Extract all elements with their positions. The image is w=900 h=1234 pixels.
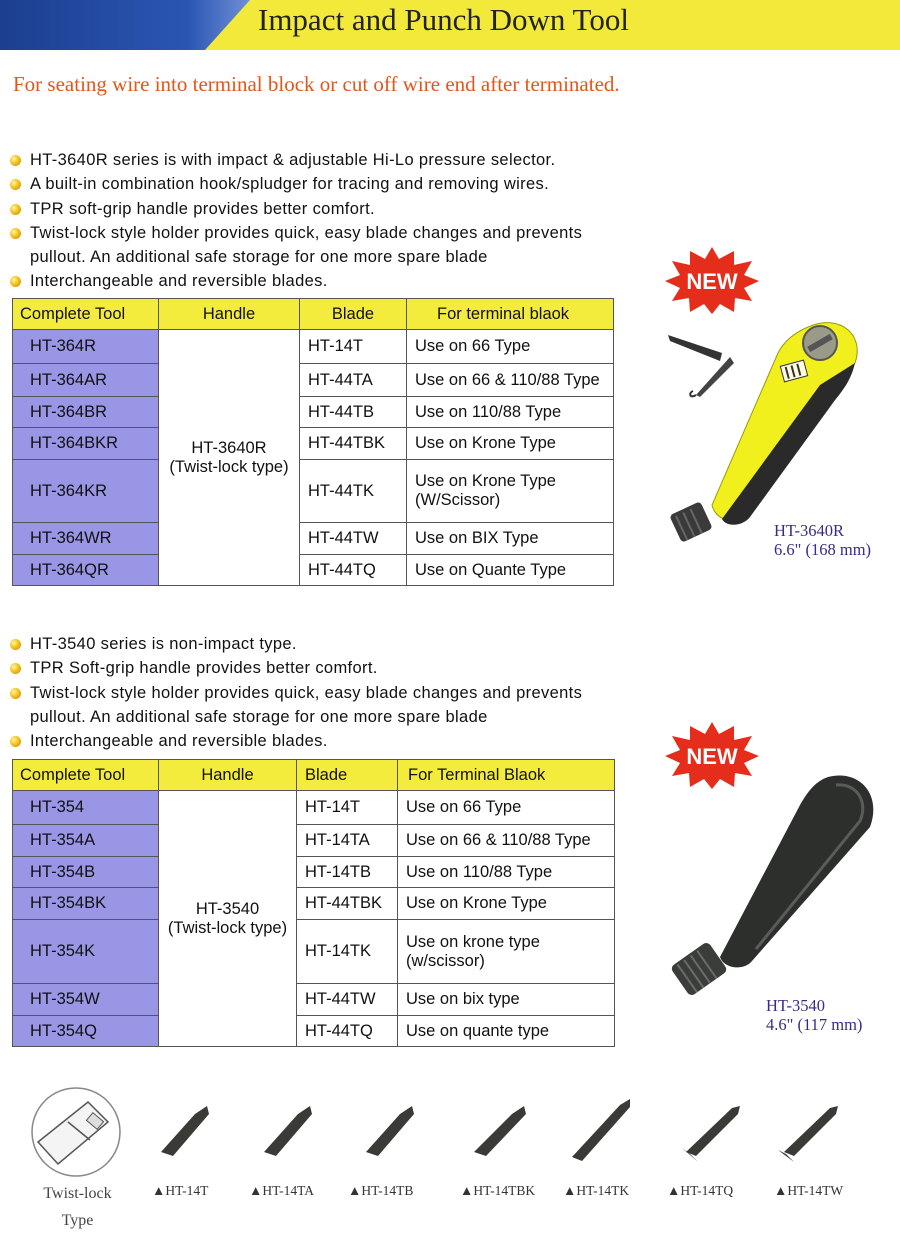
feature-item: HT-3540 series is non-impact type.	[8, 632, 582, 656]
blade-label: ▲HT-14TW	[774, 1183, 844, 1198]
blade-label: ▲HT-14TK	[563, 1183, 630, 1198]
column-header-complete-tool: Complete Tool	[13, 760, 159, 791]
tool-cell: HT-354Q	[13, 1016, 159, 1047]
table-row	[13, 920, 615, 984]
use-cell: Use on krone type (w/scissor)	[398, 920, 615, 984]
blade-cell: HT-44TB	[300, 397, 407, 428]
tool-cell: HT-364AR	[13, 364, 159, 397]
blade-cell: HT-44TQ	[300, 555, 407, 586]
blade-label: ▲HT-14TB	[348, 1183, 414, 1198]
product-name: HT-3640R	[774, 521, 844, 540]
bullet-icon	[10, 179, 21, 190]
tool-cell: HT-354BK	[13, 888, 159, 920]
twist-lock-diagram	[28, 1082, 128, 1182]
bullet-icon	[10, 663, 21, 674]
use-cell: Use on BIX Type	[407, 523, 614, 555]
bullet-icon	[10, 228, 21, 239]
twist-lock-label: Twist-lock Type	[43, 1185, 112, 1229]
feature-item: Twist-lock style holder provides quick, easy blade changes and prevents	[8, 681, 582, 705]
table-row	[13, 428, 614, 460]
use-cell: Use on 66 & 110/88 Type	[398, 825, 615, 857]
blade-cell: HT-44TW	[297, 984, 398, 1016]
tool-cell: HT-364QR	[13, 555, 159, 586]
table-row	[13, 1016, 615, 1047]
table-row	[13, 460, 614, 523]
badge-text: NEW	[686, 744, 738, 769]
column-header-complete-tool: Complete Tool	[13, 299, 159, 330]
ht-3640r-caption	[774, 521, 871, 559]
page-title: Impact and Punch Down Tool	[258, 2, 629, 37]
header-accent	[0, 0, 250, 50]
feature-item-continued: pullout. An additional safe storage for one more spare blade	[30, 707, 488, 726]
handle-cell	[159, 330, 300, 586]
tool-cell: HT-364R	[13, 330, 159, 364]
bullet-icon	[10, 276, 21, 287]
column-header-handle: Handle	[159, 760, 297, 791]
use-cell: Use on Quante Type	[407, 555, 614, 586]
table-row	[13, 984, 615, 1016]
feature-item: TPR Soft-grip handle provides better comfort.	[8, 656, 582, 680]
blade-cell: HT-44TW	[300, 523, 407, 555]
blade-ht-14tbk-image	[468, 1100, 532, 1160]
column-header-blade: Blade	[300, 299, 407, 330]
section2-spec-table	[12, 759, 615, 1047]
blade-label: ▲HT-14T	[152, 1183, 209, 1198]
ht-3540-tool-image	[660, 765, 880, 1005]
tool-cell: HT-354K	[13, 920, 159, 984]
tool-cell: HT-364WR	[13, 523, 159, 555]
feature-item-continued: pullout. An additional safe storage for one more spare blade	[30, 248, 488, 267]
feature-item: TPR soft-grip handle provides better comfort.	[8, 197, 582, 221]
tool-cell: HT-364BKR	[13, 428, 159, 460]
section2-feature-list	[8, 632, 582, 753]
blade-cell: HT-44TBK	[297, 888, 398, 920]
tool-cell: HT-354A	[13, 825, 159, 857]
handle-type: (Twist-lock type)	[169, 457, 289, 476]
table-row	[13, 330, 614, 364]
handle-model: HT-3540	[195, 899, 260, 918]
tool-cell: HT-364BR	[13, 397, 159, 428]
tool-cell: HT-354W	[13, 984, 159, 1016]
use-cell: Use on Krone Type	[398, 888, 615, 920]
use-cell: Use on quante type	[398, 1016, 615, 1047]
blade-cell: HT-14TK	[297, 920, 398, 984]
use-cell: Use on 110/88 Type	[407, 397, 614, 428]
table-row	[13, 888, 615, 920]
use-cell: Use on 66 Type	[398, 791, 615, 825]
ht-3540-caption	[766, 996, 862, 1034]
page-header	[0, 0, 900, 50]
use-cell: Use on 66 & 110/88 Type	[407, 364, 614, 397]
section1-spec-table	[12, 298, 614, 586]
column-header-blade: Blade	[297, 760, 398, 791]
page-subtitle: For seating wire into terminal block or cut off wire end after terminated.	[13, 72, 620, 96]
bullet-icon	[10, 736, 21, 747]
bullet-icon	[10, 688, 21, 699]
bullet-icon	[10, 204, 21, 215]
product-size: 4.6" (117 mm)	[766, 1015, 863, 1034]
blade-ht-14tw-image	[774, 1100, 844, 1165]
use-cell: Use on Krone Type	[407, 428, 614, 460]
blade-cell: HT-44TQ	[297, 1016, 398, 1047]
bullet-icon	[10, 155, 21, 166]
blade-cell: HT-14T	[297, 791, 398, 825]
badge-text: NEW	[686, 269, 738, 294]
blade-cell: HT-14T	[300, 330, 407, 364]
blade-cell: HT-14TA	[297, 825, 398, 857]
ht-3640r-tool-image	[660, 305, 880, 555]
blade-cell: HT-44TA	[300, 364, 407, 397]
feature-item: Interchangeable and reversible blades.	[8, 729, 582, 753]
tool-cell: HT-354	[13, 791, 159, 825]
table-row	[13, 523, 614, 555]
blade-ht-14t-image	[155, 1100, 215, 1160]
handle-cell	[159, 791, 297, 1047]
column-header-terminal-block: For terminal blaok	[407, 299, 614, 330]
table-row	[13, 397, 614, 428]
table-row	[13, 825, 615, 857]
blade-cell: HT-14TB	[297, 857, 398, 888]
blade-ht-14tk-image	[566, 1095, 636, 1165]
blade-ht-14tb-image	[360, 1100, 420, 1160]
feature-item: HT-3640R series is with impact & adjustable Hi-Lo pressure selector.	[8, 148, 582, 172]
feature-item: Interchangeable and reversible blades.	[8, 269, 582, 293]
use-cell: Use on Krone Type (W/Scissor)	[407, 460, 614, 523]
bullet-icon	[10, 639, 21, 650]
blade-cell: HT-44TK	[300, 460, 407, 523]
blade-label: ▲HT-14TBK	[460, 1183, 536, 1198]
blade-label: ▲HT-14TQ	[667, 1183, 734, 1198]
use-cell: Use on 66 Type	[407, 330, 614, 364]
feature-item: A built-in combination hook/spludger for tracing and removing wires.	[8, 172, 582, 196]
table-row	[13, 791, 615, 825]
product-name: HT-3540	[766, 996, 825, 1015]
handle-model: HT-3640R	[191, 438, 267, 457]
product-size: 6.6" (168 mm)	[774, 540, 872, 559]
table-row	[13, 857, 615, 888]
section1-feature-list	[8, 148, 582, 294]
column-header-terminal-block: For Terminal Blaok	[398, 760, 615, 791]
feature-item: Twist-lock style holder provides quick, easy blade changes and prevents	[8, 221, 582, 245]
blade-ht-14ta-image	[258, 1100, 318, 1160]
handle-type: (Twist-lock type)	[167, 918, 288, 937]
tool-cell: HT-354B	[13, 857, 159, 888]
tool-cell: HT-364KR	[13, 460, 159, 523]
use-cell: Use on bix type	[398, 984, 615, 1016]
use-cell: Use on 110/88 Type	[398, 857, 615, 888]
blade-ht-14tq-image	[676, 1100, 746, 1165]
table-row	[13, 364, 614, 397]
column-header-handle: Handle	[159, 299, 300, 330]
blade-cell: HT-44TBK	[300, 428, 407, 460]
table-row	[13, 555, 614, 586]
blade-label: ▲HT-14TA	[249, 1183, 315, 1198]
